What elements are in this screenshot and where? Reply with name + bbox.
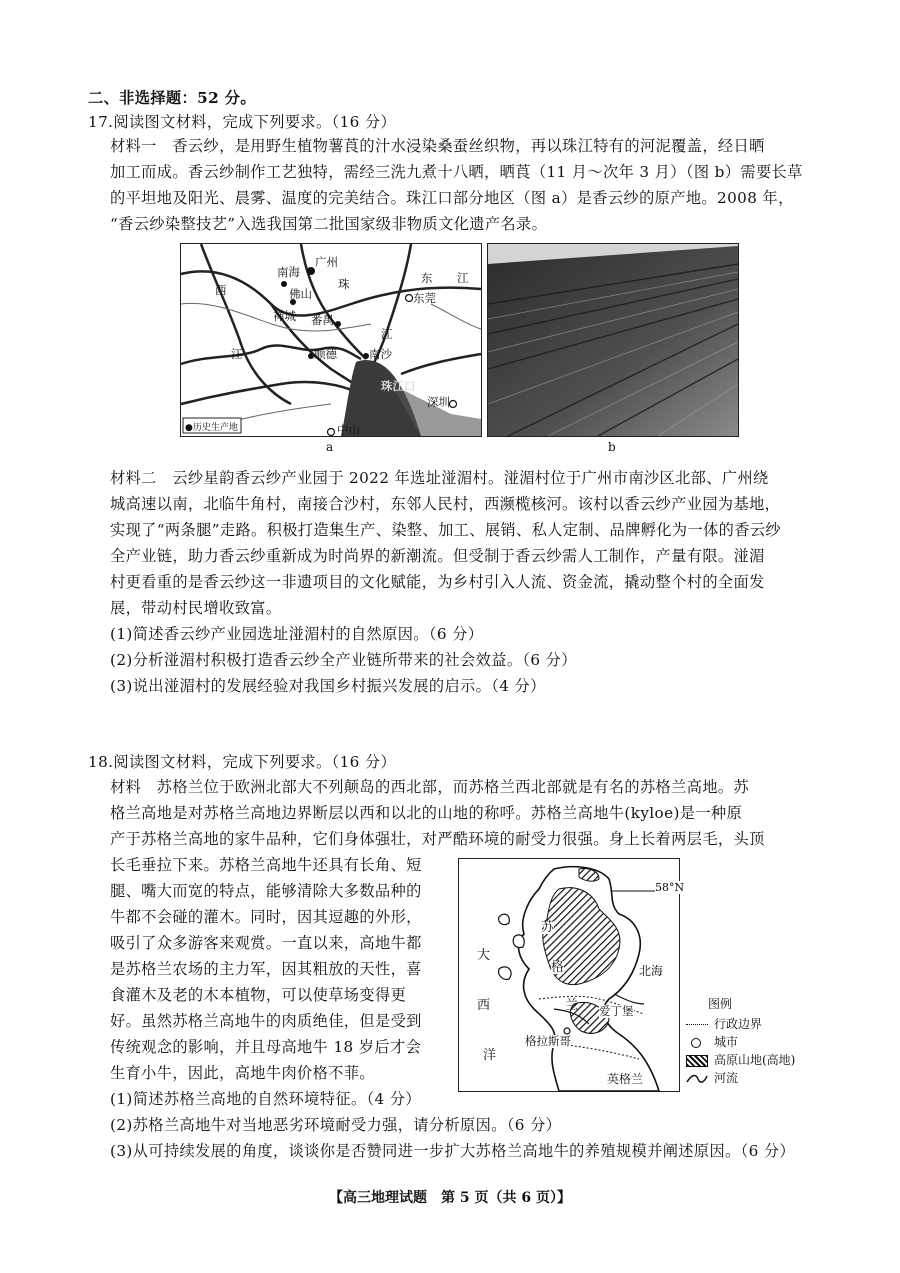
label-dong: 东: [421, 271, 433, 285]
label-xi-ocean: 西: [477, 998, 491, 1013]
label-panyu: 番禺: [311, 313, 334, 327]
label-shenzhen: 深圳: [427, 395, 450, 409]
figure-b-drying-field-photo: [487, 243, 739, 437]
label-ge: 格: [551, 960, 565, 975]
figure-a-pearl-river-map: [180, 243, 482, 437]
city-circle-icon: [691, 1038, 701, 1048]
figure-a-caption: a: [326, 440, 334, 454]
label-dongguan: 东莞: [413, 291, 436, 305]
label-guangzhou: 广州: [315, 255, 338, 269]
q17-title: 17.阅读图文材料，完成下列要求。（16 分）: [88, 113, 397, 131]
q18-wrap-line6: 食灌木及老的木本植物，可以使草场变得更: [110, 986, 407, 1004]
scotland-map: [458, 858, 685, 1092]
label-jiang-zhujiang: 江: [381, 327, 393, 341]
q18-wrap-line5: 是苏格兰农场的主力军，因其粗放的天性，喜: [110, 960, 422, 978]
legend-boundary: [686, 1016, 762, 1032]
label-su: 苏: [541, 920, 555, 935]
q18-material-line2: 格兰高地是对苏格兰高地边界断层以西和以北的山地的称呼。苏格兰高地牛(kyloe)是一种原: [110, 804, 743, 822]
q18-wrap-line4: 吸引了众多游客来观赏。一直以来，高地牛都: [110, 934, 422, 952]
legend-highland-label: 高原山地(高地): [714, 1053, 796, 1067]
section-title: 二、非选择题：52 分。: [88, 89, 256, 107]
label-england: 英格兰: [607, 1072, 644, 1086]
q18-wrap-line8: 传统观念的影响，并且母高地牛 18 岁后才会: [110, 1038, 422, 1056]
q18-material-line3: 产于苏格兰高地的家牛品种，它们身体强壮，对严酷环境的耐受力很强。身上长着两层毛，头顶: [110, 830, 765, 848]
label-nansha: 南沙: [369, 347, 392, 361]
river-icon: [686, 1073, 708, 1085]
drying-field-image: [488, 244, 738, 436]
label-jiang-west: 江: [231, 347, 243, 361]
label-north-sea: 北海: [639, 964, 664, 978]
q17-material2-line6: 展，带动村民增收致富。: [110, 599, 282, 617]
q17-question-3: (3)说出湴湄村的发展经验对我国乡村振兴发展的启示。（4 分）: [110, 677, 546, 695]
q18-question-1: (1)简述苏格兰高地的自然环境特征。（4 分）: [110, 1090, 421, 1108]
label-nanhai: 南海: [277, 265, 300, 279]
q18-wrap-line2: 腿、嘴大而宽的特点，能够清除大多数品种的: [110, 882, 422, 900]
label-58n: 58°N: [655, 881, 685, 894]
map-legend-historical-site: ●历史生产地: [185, 423, 238, 433]
label-xi: 西: [215, 283, 227, 297]
label-zhongshan: 中山: [337, 423, 360, 437]
label-chancheng: 禅城: [273, 309, 296, 323]
label-lan: 兰: [565, 998, 579, 1013]
page-footer: 【高三地理试题 第 5 页（共 6 页）】: [329, 1190, 571, 1206]
label-foshan: 佛山: [289, 287, 312, 301]
label-da: 大: [477, 948, 491, 963]
q18-wrap-line1: 长毛垂拉下来。苏格兰高地牛还具有长角、短: [110, 856, 422, 874]
q17-material2-line5: 村更看重的是香云纱这一非遗项目的文化赋能，为乡村引入人流、资金流，撬动整个村的全面发: [110, 573, 765, 591]
label-pearl-river-mouth: 珠江口: [381, 379, 416, 393]
q18-material-line1: 材料 苏格兰位于欧洲北部大不列颠岛的西北部，而苏格兰西北部就是有名的苏格兰高地。苏: [110, 778, 750, 796]
q18-title: 18.阅读图文材料，完成下列要求。（16 分）: [88, 753, 397, 771]
legend-river-label: 河流: [714, 1071, 739, 1085]
q17-material2-line1: 材料二 云纱星韵香云纱产业园于 2022 年选址湴湄村。湴湄村位于广州市南沙区北部、广州绕: [110, 469, 769, 487]
label-edinburgh: 爱丁堡: [599, 1004, 634, 1018]
q18-wrap-line9: 生育小牛，因此，高地牛肉价格不菲。: [110, 1064, 375, 1082]
q18-question-3: (3)从可持续发展的角度，谈谈你是否赞同进一步扩大苏格兰高地牛的养殖规模并阐述原因。（6 分）: [110, 1142, 796, 1160]
legend-river: [686, 1070, 738, 1086]
legend-boundary-label: 行政边界: [714, 1017, 763, 1031]
label-glasgow: 格拉斯哥: [525, 1034, 571, 1048]
q17-material1-line3: 的平坦地及阳光、晨雾、温度的完美结合。珠江口部分地区（图 a）是香云纱的原产地。2008 年，: [110, 189, 794, 207]
boundary-line-icon: [686, 1024, 708, 1025]
q17-material1-line2: 加工而成。香云纱制作工艺独特，需经三洗九煮十八晒，晒莨（11 月～次年 3 月）（图 b）需要长草: [110, 163, 803, 181]
q17-material2-line3: 实现了“两条腿”走路。积极打造集生产、染整、加工、展销、私人定制、品牌孵化为一体的香云纱: [110, 521, 782, 539]
legend-city-label: 城市: [714, 1035, 739, 1049]
q18-wrap-line7: 好。虽然苏格兰高地牛的肉质绝佳，但是受到: [110, 1012, 422, 1030]
q17-question-2: (2)分析湴湄村积极打造香云纱全产业链所带来的社会效益。（6 分）: [110, 651, 577, 669]
legend-highland: [686, 1052, 795, 1068]
legend-title: 图例: [708, 997, 733, 1011]
label-yang: 洋: [483, 1048, 497, 1063]
label-jiang-east: 江: [457, 271, 469, 285]
q18-question-2: (2)苏格兰高地牛对当地恶劣环境耐受力强，请分析原因。（6 分）: [110, 1116, 562, 1134]
q17-material2-line4: 全产业链，助力香云纱重新成为时尚界的新潮流。但受制于香云纱需人工制作，产量有限。湴湄: [110, 547, 765, 565]
q17-material1-line1: 材料一 香云纱，是用野生植物薯莨的汁水浸染桑蚕丝织物，再以珠江特有的河泥覆盖，经日晒: [110, 137, 765, 155]
q17-material2-line2: 城高速以南，北临牛角村，南接合沙村，东邻人民村，西濒榄核河。该村以香云纱产业园为基地，: [110, 495, 781, 513]
legend-city: [686, 1034, 738, 1050]
label-shunde: 顺德: [314, 347, 337, 361]
q17-question-1: (1)简述香云纱产业园选址湴湄村的自然原因。（6 分）: [110, 625, 484, 643]
label-zhu: 珠: [338, 277, 350, 291]
highland-hatch-icon: [686, 1055, 708, 1067]
q18-wrap-line3: 牛都不会碰的灌木。同时，因其逗趣的外形，: [110, 908, 422, 926]
figure-b-caption: b: [608, 440, 616, 454]
q17-material1-line4: “香云纱染整技艺”入选我国第二批国家级非物质文化遗产名录。: [110, 215, 548, 233]
